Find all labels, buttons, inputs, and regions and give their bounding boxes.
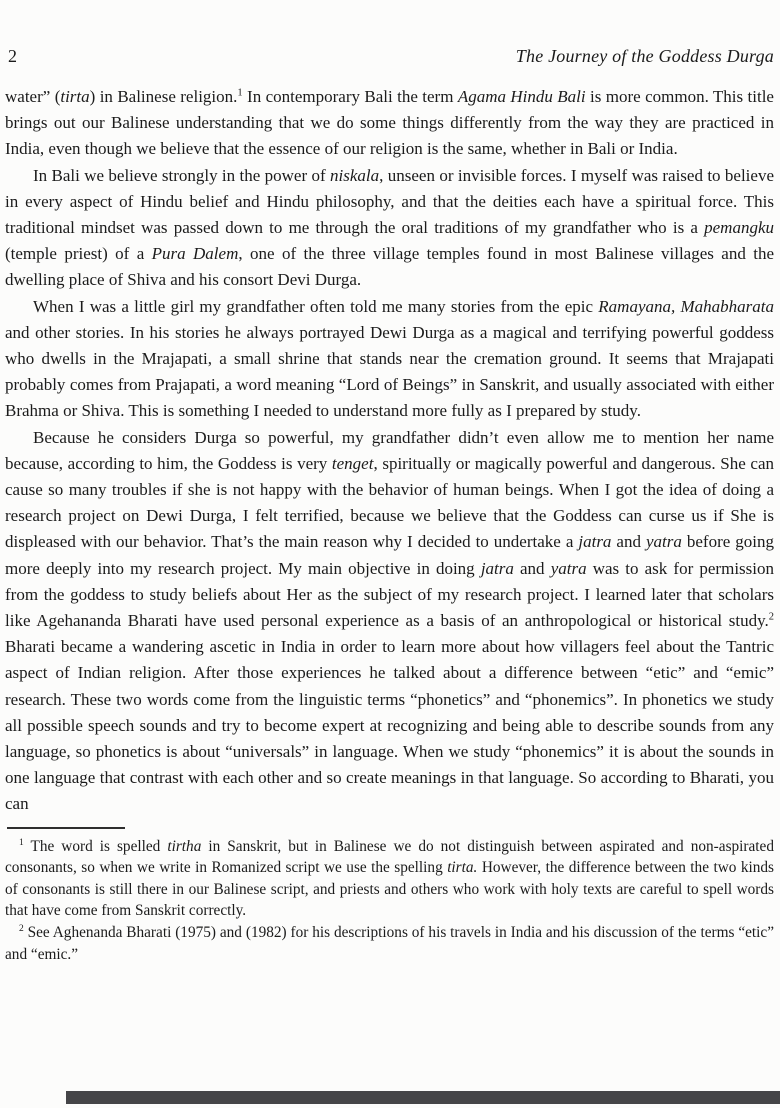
scan-artifact-bar — [66, 1091, 780, 1104]
running-title: The Journey of the Goddess Durga — [515, 46, 774, 66]
body-paragraph: water” (tirta) in Balinese religion.$^1$ In contemporary Bali the term Agama Hindu Bali is more common. This title brings out our Balinese understanding that we do some things differently from the way they are practiced in India, even though we believe that the essence of our religion is the same, whether in Bali or India. — [5, 87, 774, 159]
footnote-divider — [7, 827, 125, 829]
body-paragraph: When I was a little girl my grandfather often told me many stories from the epic Ramayana, Mahabharata and other stories. In his stories he always portrayed Dewi Durga as a magical and terrifying powerful goddess who dwells in the Mrajapati, a small shrine that stands near the cremation ground. It seems that Mrajapati probably comes from Prajapati, a word meaning “Lord of Beings” in Sanskrit, and usually associated with either Brahma or Shiva. This is something I needed to understand more fully as I prepared by study. — [5, 296, 774, 421]
body-paragraph: Because he considers Durga so powerful, my grandfather didn’t even allow me to mention her name because, according to him, the Goddess is very tenget, spiritually or magically powerful and dangerous. She can cause so many troubles if she is not happy with the behavior of human beings. When I got the idea of doing a research project on Dewi Durga, I felt terrified, because we believe that the Goddess can curse us if She is displeased with our behavior. That’s the main reason why I decided to undertake a jatra and yatra before going more deeply into my research project. My main objective in doing jatra and yatra was to ask for permission from the goddess to study beliefs about Her as the subject of my research project. I learned later that scholars like Agehananda Bharati have used personal experience as a basis of an anthropological or historical study.$^2$ Bharati became a wandering ascetic in India in order to learn more about how villagers feel about the Tantric aspect of Indian religion. After those experiences he talked about a difference between “etic” and “emic” research. These two words come from the linguistic terms “phonetics” and “phonemics”. In phonetics we study all possible speech sounds and try to become expert at recognizing and being able to describe sounds from any language, so phonetics is about “universals” in language. When we study “phonemics” it is about the sounds in one language that contrast with each other and so create meanings in that language. So according to Bharati, you can — [5, 427, 775, 814]
page-number: 2 — [8, 46, 17, 66]
body-paragraph: In Bali we believe strongly in the power of niskala, unseen or invisible forces. I myself was raised to believe in every aspect of Hindu belief and Hindu philosophy, and that the deities each have a spiritual force. This traditional mindset was passed down to me through the oral traditions of my grandfather who is a pemangku (temple priest) of a Pura Dalem, one of the three village temples found in most Balinese villages and the dwelling place of Shiva and his consort Devi Durga. — [5, 165, 774, 290]
body-text — [5, 84, 774, 818]
footnote: $^2$ See Aghenanda Bharati (1975) and (1982) for his descriptions of his travels in India and his discussion of the terms “etic” and “emic.” — [5, 923, 774, 963]
footnotes — [5, 836, 774, 966]
page-header — [5, 46, 774, 67]
footnote: $^1$ The word is spelled tirtha in Sanskrit, but in Balinese we do not distinguish between aspirated and non-aspirated consonants, so when we write in Romanized script we use the spelling tirta. However, the difference between the two kinds of consonants is still there in our Balinese script, and priests and others who work with holy texts are careful to spell words that have come from Sanskrit correctly. — [5, 837, 774, 920]
